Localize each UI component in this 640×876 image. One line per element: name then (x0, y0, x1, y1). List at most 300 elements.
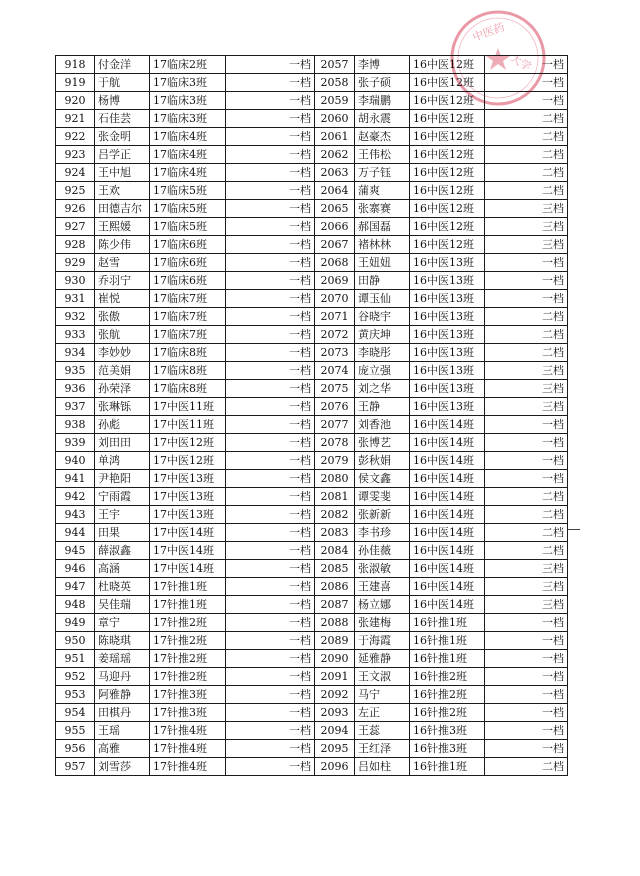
table-row (56, 506, 568, 524)
right-class-cell: 16中医13班 (410, 272, 485, 290)
right-serial-cell: 2076 (315, 398, 355, 416)
left-serial-cell: 919 (56, 74, 95, 92)
left-serial-cell: 929 (56, 254, 95, 272)
left-name-cell: 崔悦 (95, 290, 150, 308)
left-class-cell: 17针推2班 (150, 650, 226, 668)
left-name-cell: 姜瑶瑶 (95, 650, 150, 668)
right-name-cell: 谭玉仙 (355, 290, 410, 308)
table-row (56, 146, 568, 164)
right-serial-cell: 2072 (315, 326, 355, 344)
right-name-cell: 王建喜 (355, 578, 410, 596)
left-class-cell: 17临床3班 (150, 92, 226, 110)
right-grade-cell: 一档 (485, 722, 568, 740)
left-name-cell: 张琳铄 (95, 398, 150, 416)
right-class-cell: 16中医14班 (410, 560, 485, 578)
table-row (56, 542, 568, 560)
left-class-cell: 17针推1班 (150, 578, 226, 596)
right-name-cell: 王蕊 (355, 722, 410, 740)
right-name-cell: 王红泽 (355, 740, 410, 758)
left-grade-cell: 一档 (226, 200, 315, 218)
left-serial-cell: 920 (56, 92, 95, 110)
left-class-cell: 17临床3班 (150, 74, 226, 92)
left-serial-cell: 927 (56, 218, 95, 236)
left-class-cell: 17中医11班 (150, 416, 226, 434)
left-name-cell: 田棋丹 (95, 704, 150, 722)
left-class-cell: 17针推2班 (150, 632, 226, 650)
left-serial-cell: 923 (56, 146, 95, 164)
left-name-cell: 刘田田 (95, 434, 150, 452)
left-name-cell: 吕学正 (95, 146, 150, 164)
table-row (56, 74, 568, 92)
right-class-cell: 16针推3班 (410, 722, 485, 740)
right-class-cell: 16针推1班 (410, 614, 485, 632)
right-serial-cell: 2074 (315, 362, 355, 380)
left-serial-cell: 950 (56, 632, 95, 650)
left-grade-cell: 一档 (226, 452, 315, 470)
right-serial-cell: 2062 (315, 146, 355, 164)
right-grade-cell: 一档 (485, 416, 568, 434)
right-serial-cell: 2066 (315, 218, 355, 236)
right-name-cell: 谭雯斐 (355, 488, 410, 506)
scholarship-list-table (55, 55, 568, 776)
right-class-cell: 16针推2班 (410, 668, 485, 686)
left-serial-cell: 926 (56, 200, 95, 218)
right-class-cell: 16中医14班 (410, 452, 485, 470)
left-serial-cell: 944 (56, 524, 95, 542)
left-class-cell: 17针推2班 (150, 614, 226, 632)
left-name-cell: 张航 (95, 326, 150, 344)
left-grade-cell: 一档 (226, 164, 315, 182)
left-name-cell: 章宁 (95, 614, 150, 632)
left-grade-cell: 一档 (226, 434, 315, 452)
right-serial-cell: 2071 (315, 308, 355, 326)
left-name-cell: 王中旭 (95, 164, 150, 182)
right-name-cell: 王文淑 (355, 668, 410, 686)
left-class-cell: 17中医12班 (150, 434, 226, 452)
left-serial-cell: 940 (56, 452, 95, 470)
left-class-cell: 17针推4班 (150, 758, 226, 776)
left-grade-cell: 一档 (226, 650, 315, 668)
table-row (56, 758, 568, 776)
right-class-cell: 16中医13班 (410, 326, 485, 344)
right-grade-cell: 二档 (485, 758, 568, 776)
right-name-cell: 吕如柱 (355, 758, 410, 776)
table-body (56, 56, 568, 776)
right-name-cell: 王伟松 (355, 146, 410, 164)
right-grade-cell: 一档 (485, 668, 568, 686)
right-name-cell: 褚林林 (355, 236, 410, 254)
right-serial-cell: 2059 (315, 92, 355, 110)
left-class-cell: 17临床5班 (150, 200, 226, 218)
left-grade-cell: 一档 (226, 272, 315, 290)
right-serial-cell: 2065 (315, 200, 355, 218)
left-serial-cell: 947 (56, 578, 95, 596)
right-grade-cell: 一档 (485, 272, 568, 290)
right-grade-cell: 三档 (485, 560, 568, 578)
left-class-cell: 17临床8班 (150, 380, 226, 398)
left-name-cell: 高雅 (95, 740, 150, 758)
right-grade-cell: 一档 (485, 740, 568, 758)
right-grade-cell: 一档 (485, 632, 568, 650)
right-class-cell: 16中医14班 (410, 524, 485, 542)
right-grade-cell: 三档 (485, 200, 568, 218)
left-class-cell: 17中医13班 (150, 470, 226, 488)
table-row (56, 416, 568, 434)
right-serial-cell: 2080 (315, 470, 355, 488)
left-grade-cell: 一档 (226, 722, 315, 740)
right-name-cell: 田静 (355, 272, 410, 290)
right-class-cell: 16中医13班 (410, 380, 485, 398)
right-serial-cell: 2063 (315, 164, 355, 182)
right-grade-cell: 一档 (485, 74, 568, 92)
table-row (56, 740, 568, 758)
left-serial-cell: 933 (56, 326, 95, 344)
left-class-cell: 17临床4班 (150, 164, 226, 182)
left-name-cell: 张金明 (95, 128, 150, 146)
right-serial-cell: 2095 (315, 740, 355, 758)
left-serial-cell: 942 (56, 488, 95, 506)
right-serial-cell: 2075 (315, 380, 355, 398)
left-grade-cell: 一档 (226, 596, 315, 614)
right-grade-cell: 一档 (485, 290, 568, 308)
left-class-cell: 17针推3班 (150, 686, 226, 704)
left-class-cell: 17临床6班 (150, 272, 226, 290)
left-grade-cell: 一档 (226, 470, 315, 488)
right-grade-cell: 一档 (485, 704, 568, 722)
left-class-cell: 17中医11班 (150, 398, 226, 416)
left-serial-cell: 957 (56, 758, 95, 776)
right-grade-cell: 一档 (485, 92, 568, 110)
right-serial-cell: 2089 (315, 632, 355, 650)
right-serial-cell: 2090 (315, 650, 355, 668)
right-class-cell: 16中医13班 (410, 290, 485, 308)
right-grade-cell: 一档 (485, 614, 568, 632)
left-grade-cell: 一档 (226, 542, 315, 560)
left-class-cell: 17临床6班 (150, 236, 226, 254)
right-name-cell: 马宁 (355, 686, 410, 704)
right-name-cell: 谷晓宇 (355, 308, 410, 326)
left-name-cell: 王瑶 (95, 722, 150, 740)
right-grade-cell: 一档 (485, 452, 568, 470)
left-grade-cell: 一档 (226, 668, 315, 686)
left-serial-cell: 918 (56, 56, 95, 74)
left-grade-cell: 一档 (226, 146, 315, 164)
right-serial-cell: 2096 (315, 758, 355, 776)
right-serial-cell: 2070 (315, 290, 355, 308)
table-row (56, 668, 568, 686)
left-name-cell: 孙彪 (95, 416, 150, 434)
right-class-cell: 16中医14班 (410, 578, 485, 596)
left-serial-cell: 922 (56, 128, 95, 146)
left-class-cell: 17临床3班 (150, 110, 226, 128)
left-class-cell: 17临床2班 (150, 56, 226, 74)
right-serial-cell: 2081 (315, 488, 355, 506)
right-grade-cell: 三档 (485, 362, 568, 380)
right-class-cell: 16针推1班 (410, 758, 485, 776)
right-class-cell: 16中医12班 (410, 164, 485, 182)
right-name-cell: 李书珍 (355, 524, 410, 542)
right-serial-cell: 2093 (315, 704, 355, 722)
left-class-cell: 17针推4班 (150, 740, 226, 758)
left-name-cell: 马迎丹 (95, 668, 150, 686)
right-serial-cell: 2087 (315, 596, 355, 614)
right-grade-cell: 二档 (485, 182, 568, 200)
left-serial-cell: 935 (56, 362, 95, 380)
right-serial-cell: 2088 (315, 614, 355, 632)
right-grade-cell: 三档 (485, 578, 568, 596)
right-class-cell: 16中医12班 (410, 110, 485, 128)
table-row (56, 650, 568, 668)
right-class-cell: 16针推3班 (410, 740, 485, 758)
right-grade-cell: 二档 (485, 146, 568, 164)
margin-mark (568, 529, 580, 530)
right-name-cell: 赵豪杰 (355, 128, 410, 146)
left-name-cell: 王欢 (95, 182, 150, 200)
left-name-cell: 陈少伟 (95, 236, 150, 254)
right-serial-cell: 2060 (315, 110, 355, 128)
table-row (56, 524, 568, 542)
left-class-cell: 17针推4班 (150, 722, 226, 740)
left-class-cell: 17中医13班 (150, 488, 226, 506)
left-name-cell: 石佳芸 (95, 110, 150, 128)
right-name-cell: 彭秋娟 (355, 452, 410, 470)
right-name-cell: 蒲爽 (355, 182, 410, 200)
right-class-cell: 16中医14班 (410, 434, 485, 452)
left-name-cell: 杨博 (95, 92, 150, 110)
right-name-cell: 庞立强 (355, 362, 410, 380)
left-grade-cell: 一档 (226, 560, 315, 578)
left-serial-cell: 921 (56, 110, 95, 128)
right-serial-cell: 2091 (315, 668, 355, 686)
right-class-cell: 16中医12班 (410, 182, 485, 200)
left-class-cell: 17临床8班 (150, 362, 226, 380)
table-row (56, 56, 568, 74)
left-serial-cell: 948 (56, 596, 95, 614)
table-row (56, 272, 568, 290)
left-grade-cell: 一档 (226, 74, 315, 92)
right-class-cell: 16中医14班 (410, 488, 485, 506)
table-row (56, 200, 568, 218)
right-name-cell: 张新新 (355, 506, 410, 524)
right-grade-cell: 三档 (485, 380, 568, 398)
left-name-cell: 孙荣泽 (95, 380, 150, 398)
right-grade-cell: 二档 (485, 128, 568, 146)
left-grade-cell: 一档 (226, 56, 315, 74)
left-serial-cell: 946 (56, 560, 95, 578)
left-name-cell: 刘雪莎 (95, 758, 150, 776)
left-name-cell: 吴佳瑞 (95, 596, 150, 614)
right-name-cell: 李瑞鹏 (355, 92, 410, 110)
left-class-cell: 17临床6班 (150, 254, 226, 272)
table-row (56, 452, 568, 470)
right-grade-cell: 二档 (485, 326, 568, 344)
left-serial-cell: 949 (56, 614, 95, 632)
right-grade-cell: 二档 (485, 506, 568, 524)
right-class-cell: 16中医12班 (410, 56, 485, 74)
left-name-cell: 李妙妙 (95, 344, 150, 362)
left-name-cell: 尹艳阳 (95, 470, 150, 488)
right-name-cell: 于海霞 (355, 632, 410, 650)
right-name-cell: 张子硕 (355, 74, 410, 92)
left-name-cell: 乔羽宁 (95, 272, 150, 290)
right-grade-cell: 一档 (485, 434, 568, 452)
left-grade-cell: 一档 (226, 362, 315, 380)
table-row (56, 164, 568, 182)
right-class-cell: 16中医12班 (410, 74, 485, 92)
right-serial-cell: 2067 (315, 236, 355, 254)
left-class-cell: 17临床4班 (150, 128, 226, 146)
left-name-cell: 张傲 (95, 308, 150, 326)
left-class-cell: 17针推1班 (150, 596, 226, 614)
left-grade-cell: 一档 (226, 488, 315, 506)
right-class-cell: 16中医14班 (410, 506, 485, 524)
left-serial-cell: 939 (56, 434, 95, 452)
right-grade-cell: 一档 (485, 254, 568, 272)
left-serial-cell: 956 (56, 740, 95, 758)
right-serial-cell: 2064 (315, 182, 355, 200)
left-grade-cell: 一档 (226, 416, 315, 434)
left-serial-cell: 936 (56, 380, 95, 398)
right-grade-cell: 二档 (485, 488, 568, 506)
right-name-cell: 李晓彤 (355, 344, 410, 362)
table-row (56, 614, 568, 632)
right-name-cell: 左正 (355, 704, 410, 722)
table-row (56, 182, 568, 200)
right-serial-cell: 2092 (315, 686, 355, 704)
right-class-cell: 16针推1班 (410, 650, 485, 668)
right-serial-cell: 2079 (315, 452, 355, 470)
left-serial-cell: 931 (56, 290, 95, 308)
right-grade-cell: 一档 (485, 56, 568, 74)
table-row (56, 578, 568, 596)
table-row (56, 308, 568, 326)
table-row (56, 560, 568, 578)
table-row (56, 128, 568, 146)
left-serial-cell: 945 (56, 542, 95, 560)
left-serial-cell: 953 (56, 686, 95, 704)
left-name-cell: 于航 (95, 74, 150, 92)
left-grade-cell: 一档 (226, 686, 315, 704)
left-grade-cell: 一档 (226, 344, 315, 362)
left-grade-cell: 一档 (226, 578, 315, 596)
right-class-cell: 16中医12班 (410, 236, 485, 254)
left-serial-cell: 943 (56, 506, 95, 524)
left-class-cell: 17中医12班 (150, 452, 226, 470)
left-name-cell: 王熙媛 (95, 218, 150, 236)
right-name-cell: 孙佳薇 (355, 542, 410, 560)
right-serial-cell: 2069 (315, 272, 355, 290)
left-grade-cell: 一档 (226, 92, 315, 110)
left-grade-cell: 一档 (226, 254, 315, 272)
right-serial-cell: 2085 (315, 560, 355, 578)
right-serial-cell: 2084 (315, 542, 355, 560)
left-serial-cell: 938 (56, 416, 95, 434)
right-grade-cell: 二档 (485, 110, 568, 128)
right-class-cell: 16中医13班 (410, 398, 485, 416)
left-class-cell: 17中医13班 (150, 506, 226, 524)
right-grade-cell: 二档 (485, 164, 568, 182)
left-name-cell: 高涵 (95, 560, 150, 578)
left-grade-cell: 一档 (226, 704, 315, 722)
right-grade-cell: 一档 (485, 470, 568, 488)
left-class-cell: 17临床8班 (150, 344, 226, 362)
right-serial-cell: 2073 (315, 344, 355, 362)
left-name-cell: 田果 (95, 524, 150, 542)
svg-text:中医药: 中医药 (470, 20, 507, 44)
left-grade-cell: 一档 (226, 236, 315, 254)
right-serial-cell: 2057 (315, 56, 355, 74)
right-class-cell: 16中医12班 (410, 146, 485, 164)
right-name-cell: 张寨赛 (355, 200, 410, 218)
right-class-cell: 16中医13班 (410, 254, 485, 272)
left-name-cell: 赵雪 (95, 254, 150, 272)
left-serial-cell: 937 (56, 398, 95, 416)
left-serial-cell: 928 (56, 236, 95, 254)
right-class-cell: 16针推1班 (410, 632, 485, 650)
right-serial-cell: 2078 (315, 434, 355, 452)
left-class-cell: 17针推3班 (150, 704, 226, 722)
right-name-cell: 侯文鑫 (355, 470, 410, 488)
right-grade-cell: 一档 (485, 650, 568, 668)
table-row (56, 290, 568, 308)
right-name-cell: 刘香池 (355, 416, 410, 434)
right-grade-cell: 三档 (485, 218, 568, 236)
left-name-cell: 范美娟 (95, 362, 150, 380)
right-name-cell: 延雅静 (355, 650, 410, 668)
left-name-cell: 付金洋 (95, 56, 150, 74)
left-class-cell: 17临床7班 (150, 290, 226, 308)
right-class-cell: 16中医12班 (410, 200, 485, 218)
right-class-cell: 16中医12班 (410, 128, 485, 146)
left-class-cell: 17临床5班 (150, 182, 226, 200)
left-grade-cell: 一档 (226, 506, 315, 524)
table-row (56, 254, 568, 272)
left-serial-cell: 955 (56, 722, 95, 740)
right-class-cell: 16中医14班 (410, 596, 485, 614)
right-grade-cell: 二档 (485, 524, 568, 542)
right-name-cell: 刘之华 (355, 380, 410, 398)
left-name-cell: 田德吉尔 (95, 200, 150, 218)
left-grade-cell: 一档 (226, 128, 315, 146)
right-class-cell: 16中医13班 (410, 308, 485, 326)
right-grade-cell: 二档 (485, 344, 568, 362)
left-grade-cell: 一档 (226, 182, 315, 200)
left-name-cell: 阿雅静 (95, 686, 150, 704)
left-serial-cell: 941 (56, 470, 95, 488)
left-serial-cell: 924 (56, 164, 95, 182)
table-row (56, 632, 568, 650)
right-class-cell: 16针推2班 (410, 686, 485, 704)
right-grade-cell: 二档 (485, 308, 568, 326)
right-class-cell: 16针推2班 (410, 704, 485, 722)
right-class-cell: 16中医14班 (410, 542, 485, 560)
right-name-cell: 张博艺 (355, 434, 410, 452)
right-name-cell: 王妞妞 (355, 254, 410, 272)
left-grade-cell: 一档 (226, 758, 315, 776)
right-grade-cell: 一档 (485, 686, 568, 704)
table-row (56, 326, 568, 344)
left-serial-cell: 954 (56, 704, 95, 722)
right-name-cell: 王静 (355, 398, 410, 416)
left-grade-cell: 一档 (226, 632, 315, 650)
right-grade-cell: 三档 (485, 596, 568, 614)
left-name-cell: 王宇 (95, 506, 150, 524)
left-grade-cell: 一档 (226, 110, 315, 128)
left-name-cell: 薛淑鑫 (95, 542, 150, 560)
left-grade-cell: 一档 (226, 308, 315, 326)
left-grade-cell: 一档 (226, 326, 315, 344)
left-name-cell: 单鸿 (95, 452, 150, 470)
